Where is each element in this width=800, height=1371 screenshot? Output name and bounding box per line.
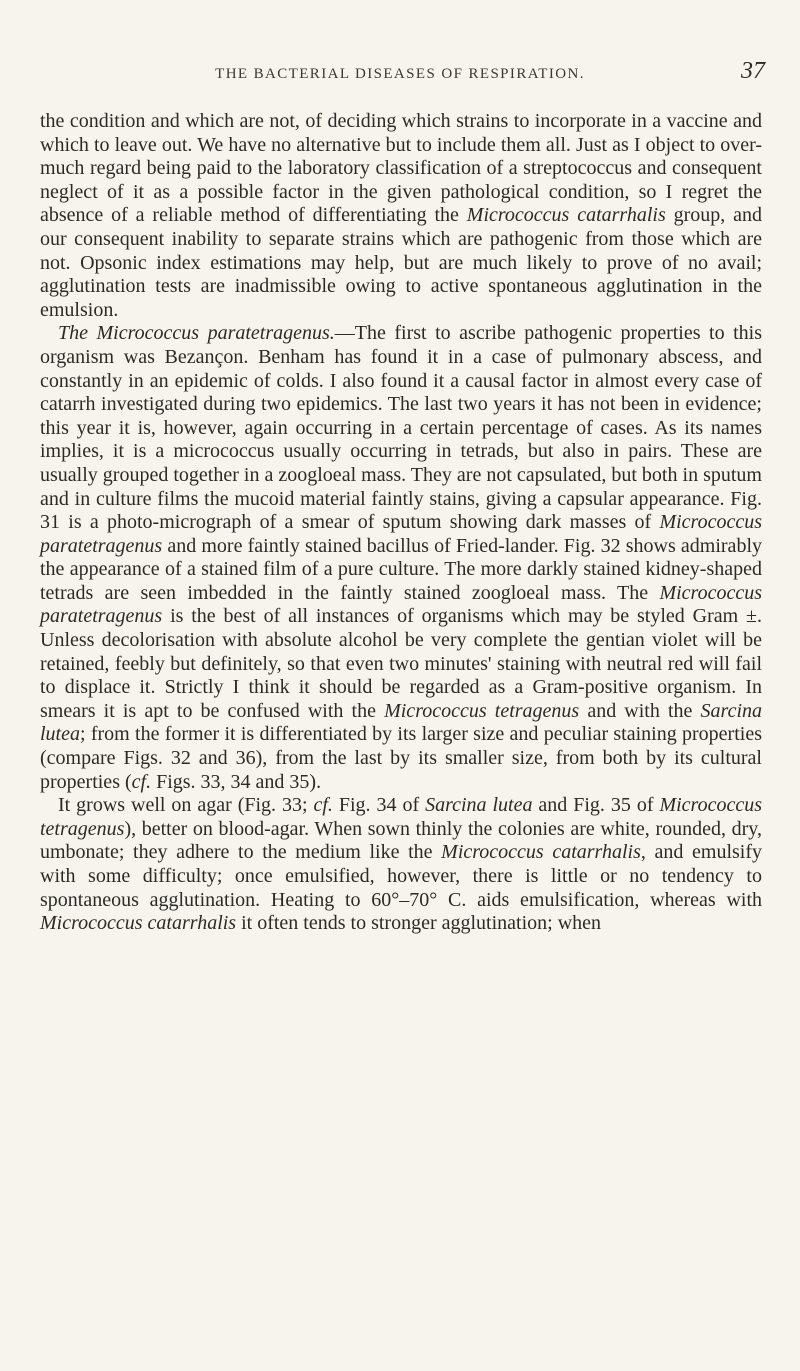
text-run: , and emulsify with some difficulty; once emulsified, however, there is little or no tendency to spontaneous agglutination. Heating to 60°–70° C. aids emulsification, whereas with — [40, 841, 763, 911]
italic-term: Micrococcus paratetragenus — [40, 581, 762, 628]
italic-term: Sarcina lutea — [425, 794, 533, 817]
italic-term: cf. — [131, 770, 152, 793]
italic-term: Micrococcus catarrhalis — [441, 841, 641, 864]
italic-term: Micrococcus catarrhalis — [40, 912, 237, 935]
italic-term: The Micrococcus paratetragenus. — [58, 322, 335, 345]
text-run: and more faintly stained bacillus of Fried-lander. Fig. 32 shows admirably the appearance of a stained film of a pure culture. The more darkly stained kidney-shaped tetrads are seen imbedded in the faintly stained zoogloeal mass. The — [40, 534, 762, 604]
running-head: THE BACTERIAL DISEASES OF RESPIRATION. — [215, 66, 585, 82]
page-header — [0, 58, 800, 98]
page-number: 37 — [741, 58, 765, 84]
body-text — [40, 110, 762, 936]
text-run: It grows well on agar (Fig. 33; — [58, 794, 314, 817]
paragraph-1 — [40, 110, 762, 322]
text-run: and Fig. 35 of — [532, 794, 660, 817]
text-run: the condition and which are not, of deciding which strains to incorporate in a vaccine and which to leave out. We have no alternative but to include them all. Just as I object to over-much regard being paid to the laboratory classification of a streptococcus and consequent neglect of it as a possible factor in the given pathological condition, so I regret the absence of a reliable method of differentiating the — [40, 110, 762, 227]
text-run: Fig. 34 of — [332, 794, 426, 817]
italic-term: Micrococcus tetragenus — [40, 794, 763, 840]
italic-term: Micrococcus tetragenus — [384, 699, 580, 722]
text-run: group, and our consequent inability to separate strains which are pathogenic from those which are not. Opsonic index estimations may help, but are much likely to prove of no avail; agglutination tests are inadmissible owing to active spontaneous agglutination in the emulsion. — [40, 204, 762, 321]
italic-term: cf. — [313, 794, 333, 817]
paragraph-2 — [40, 322, 762, 794]
text-run: is the best of all instances of organisms which may be styled Gram ±. Unless decolorisation with absolute alcohol be very complete the gentian violet will be retained, feebly but definitely, so that even two minutes' staining with neutral red will fail to displace it. Strictly I think it should be regarded as a Gram-positive organism. In smears it is apt to be confused with the — [40, 605, 762, 722]
paragraph-3 — [40, 794, 762, 936]
text-run: and with the — [579, 699, 701, 722]
italic-term: Sarcina lutea — [40, 699, 763, 746]
text-run: —The first to ascribe pathogenic properties to this organism was Bezançon. Benham has found it in a case of pulmonary abscess, and constantly in an epidemic of colds. I also found it a causal factor in almost every case of catarrh investigated during two epidemics. The last two years it has not been in evidence; this year it is, however, again occurring in a certain percentage of cases. As its names implies, it is a micrococcus usually occurring in tetrads, but also in pairs. These are usually grouped together in a zoogloeal mass. They are not capsulated, but both in sputum and in culture films the mucoid material faintly stains, giving a capsular appearance. Fig. 31 is a photo-micrograph of a smear of sputum showing dark masses of — [40, 322, 762, 534]
italic-term: Micrococcus catarrhalis — [466, 204, 666, 227]
text-run: ; from the former it is differentiated by its larger size and peculiar staining properties (compare Figs. 32 and 36), from the last by its smaller size, from both by its cultural properties ( — [40, 723, 762, 793]
text-run: Figs. 33, 34 and 35). — [151, 770, 322, 793]
italic-term: Micrococcus paratetragenus — [40, 511, 762, 557]
text-run: it often tends to stronger agglutination; when — [236, 912, 602, 935]
text-run: ), better on blood-agar. When sown thinly the colonies are white, rounded, dry, umbonate; they adhere to the medium like the — [40, 817, 762, 864]
